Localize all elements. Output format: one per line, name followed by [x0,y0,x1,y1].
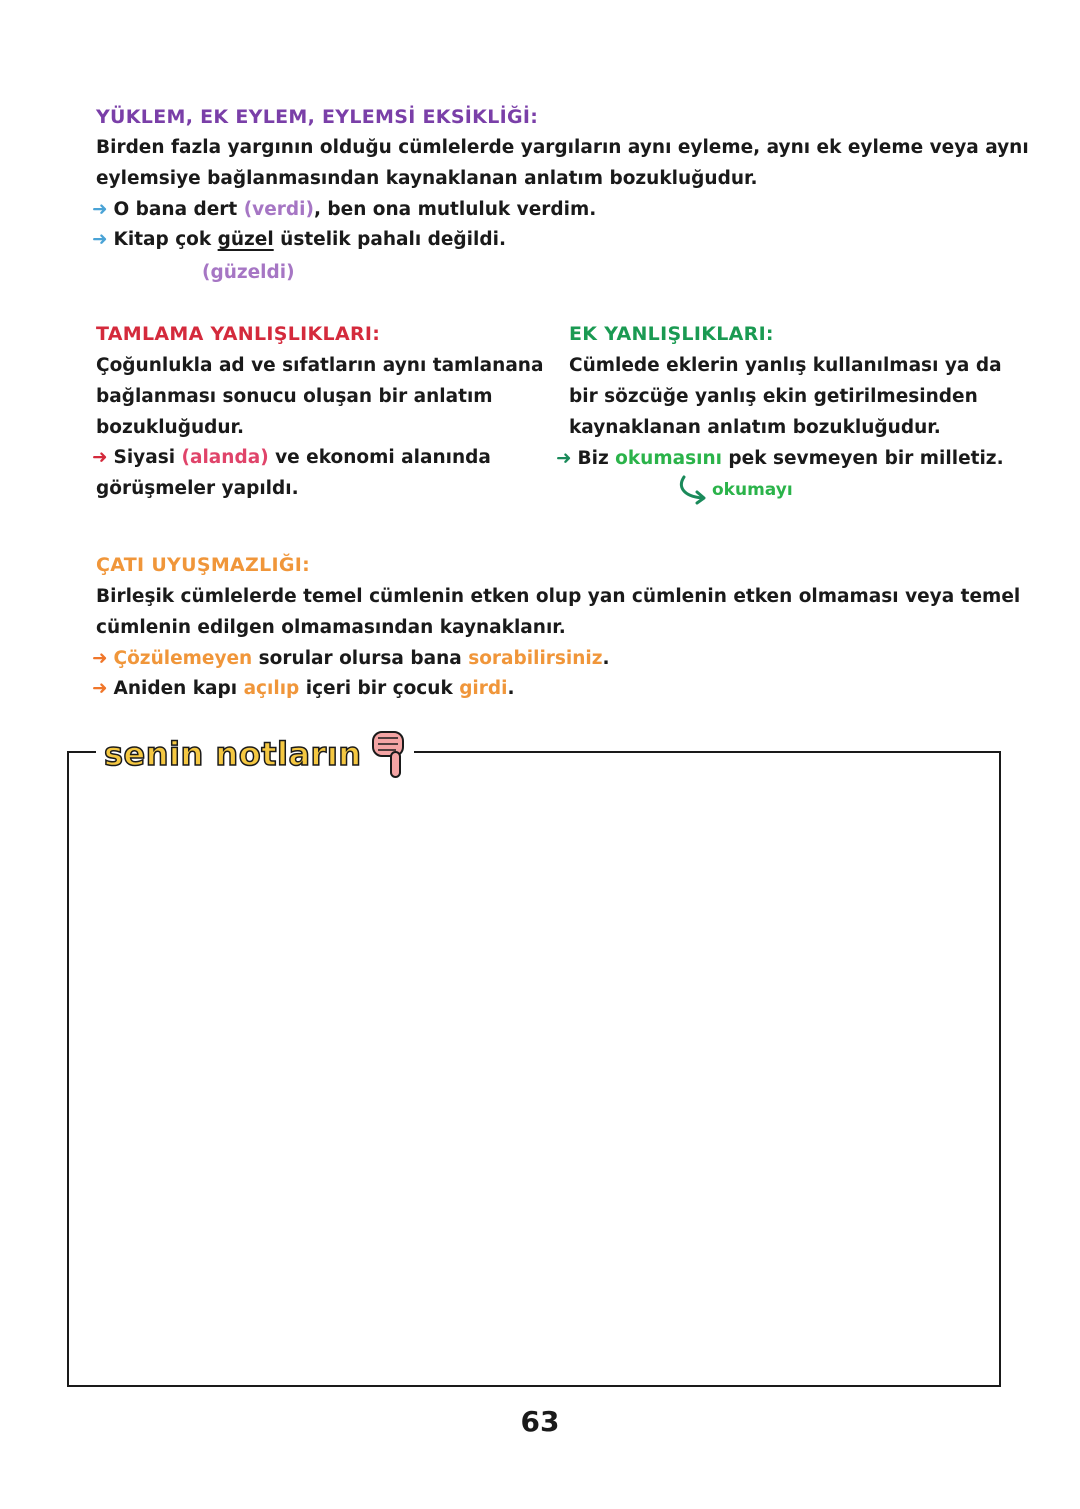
example-text: sorular olursa bana [252,648,469,669]
section-text-line: Çoğunlukla ad ve sıfatların aynı tamlanana [96,355,544,376]
highlighted-word: sorabilirsiniz [468,648,603,669]
highlighted-word: girdi [459,678,508,699]
example-line [556,448,1004,469]
section-heading-tamlama: TAMLAMA YANLIŞLIKLARI: [96,323,381,345]
curved-arrow-icon [676,474,712,506]
example-line [92,229,506,250]
correction-text: okumayı [712,480,793,500]
example-line [92,447,491,468]
example-text: . [602,648,610,669]
example-text: , ben ona mutluluk verdim. [313,199,597,220]
highlighted-word: açılıp [243,678,300,699]
notes-area[interactable] [67,751,1001,1387]
example-text: görüşmeler yapıldı. [96,478,299,499]
highlighted-word: Çözülemeyen [113,648,253,669]
arrow-right-icon: ➜ [92,229,108,250]
section-text-line: bir sözcüğe yanlış ekin getirilmesinden [569,386,978,407]
arrow-right-icon: ➜ [92,678,108,699]
example-text: Siyasi [113,447,182,468]
example-line [92,199,596,220]
section-text-line: cümlenin edilgen olmamasından kaynaklanır. [96,617,566,638]
section-heading-cati: ÇATI UYUŞMAZLIĞI: [96,554,311,576]
example-text: Aniden kapı [113,678,244,699]
example-line [92,678,515,699]
section-text-line: bozukluğudur. [96,417,245,438]
page-number: 63 [520,1405,560,1438]
example-text: içeri bir çocuk [299,678,460,699]
notes-title [96,728,414,780]
example-text: Biz [577,448,616,469]
section-text-line: kaynaklanan anlatım bozukluğudur. [569,417,941,438]
arrow-right-icon: ➜ [92,447,108,468]
example-text: O bana dert [113,199,244,220]
example-text: Kitap çok [113,229,218,250]
pointing-hand-icon [370,728,406,780]
example-text: pek sevmeyen bir milletiz. [721,448,1004,469]
section-text-line: Cümlede eklerin yanlış kullanılması ya da [569,355,1002,376]
highlighted-word: okumasını [615,448,722,469]
notes-title-text: senin notların [104,735,362,773]
example-text: ve ekonomi alanında [268,447,491,468]
section-heading-ek: EK YANLIŞLIKLARI: [569,323,774,345]
section-text-line: eylemsiye bağlanmasından kaynaklanan anlatım bozukluğudur. [96,168,758,189]
underlined-word: güzel [217,229,274,250]
arrow-right-icon: ➜ [92,648,108,669]
example-line [92,648,610,669]
highlighted-word: (verdi) [243,199,314,220]
section-heading-yuklem: YÜKLEM, EK EYLEM, EYLEMSİ EKSİKLİĞİ: [96,106,539,128]
section-text-line: Birden fazla yargının olduğu cümlelerde yargıların aynı eyleme, aynı ek eyleme veya aynı [96,137,1029,158]
example-text: . [507,678,515,699]
section-text-line: bağlanması sonucu oluşan bir anlatım [96,386,493,407]
arrow-right-icon: ➜ [556,448,572,469]
example-text: üstelik pahalı değildi. [273,229,506,250]
arrow-right-icon: ➜ [92,199,108,220]
correction-text: (güzeldi) [202,262,295,283]
section-text-line: Birleşik cümlelerde temel cümlenin etken olup yan cümlenin etken olmaması veya temel [96,586,1021,607]
highlighted-word: (alanda) [181,447,269,468]
